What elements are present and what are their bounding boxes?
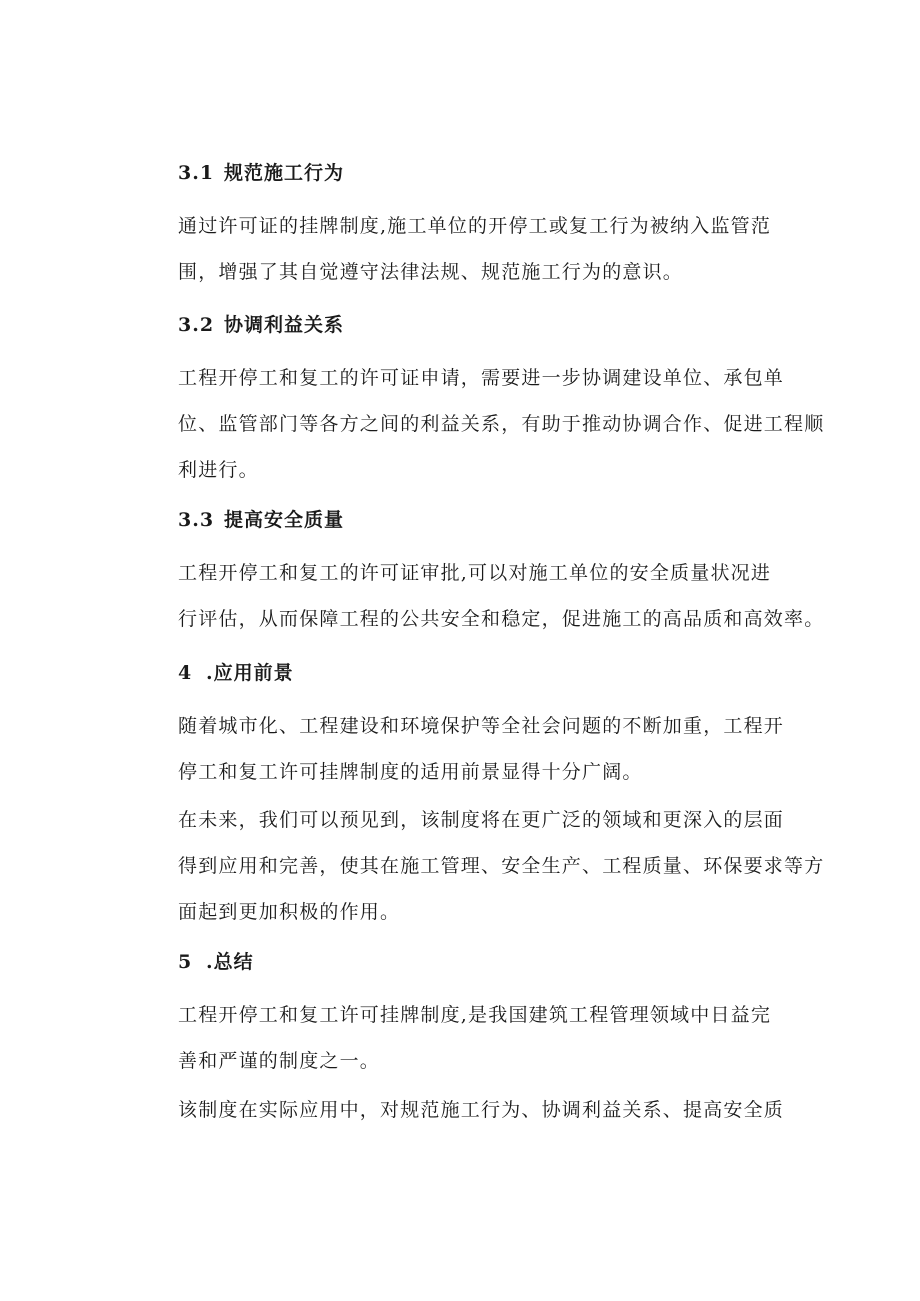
paragraph	[178, 1087, 785, 1133]
paragraph-line: 善和严谨的制度之一。	[178, 1050, 381, 1072]
paragraph	[178, 797, 825, 935]
section-number: 4	[178, 662, 193, 684]
paragraph	[178, 203, 778, 295]
paragraph-line: 工程开停工和复工许可挂牌制度,是我国建筑工程管理领域中日益完	[178, 1004, 772, 1026]
paragraph-line: 停工和复工许可挂牌制度的适用前景显得十分广阔。	[178, 761, 643, 783]
section-title: 提高安全质量	[224, 509, 345, 531]
section-heading-3-1	[178, 158, 344, 188]
paragraph-line: 随着城市化、工程建设和环境保护等全社会问题的不断加重，工程开	[178, 715, 785, 737]
paragraph-line: 工程开停工和复工的许可证审批,可以对施工单位的安全质量状况进	[178, 562, 772, 584]
paragraph	[178, 703, 785, 795]
paragraph	[178, 550, 825, 642]
section-title: .总结	[206, 951, 254, 973]
section-heading-5	[178, 947, 254, 977]
paragraph-line: 行评估，从而保障工程的公共安全和稳定，促进施工的高品质和高效率。	[178, 608, 825, 630]
section-heading-3-3	[178, 505, 344, 535]
section-heading-3-2	[178, 310, 344, 340]
paragraph-line: 面起到更加积极的作用。	[178, 901, 401, 923]
section-number: 3.3	[178, 509, 215, 531]
paragraph	[178, 992, 778, 1084]
paragraph-line: 该制度在实际应用中，对规范施工行为、协调利益关系、提高安全质	[178, 1099, 785, 1121]
section-title: .应用前景	[206, 662, 294, 684]
section-number: 5	[178, 951, 193, 973]
section-title: 协调利益关系	[224, 314, 345, 336]
paragraph-line: 工程开停工和复工的许可证申请，需要进一步协调建设单位、承包单	[178, 367, 785, 389]
section-heading-4	[178, 658, 294, 688]
section-title: 规范施工行为	[224, 162, 345, 184]
paragraph-line: 得到应用和完善，使其在施工管理、安全生产、工程质量、环保要求等方	[178, 855, 825, 877]
paragraph-line: 围，增强了其自觉遵守法律法规、规范施工行为的意识。	[178, 261, 684, 283]
section-number: 3.2	[178, 314, 215, 336]
paragraph-line: 位、监管部门等各方之间的利益关系，有助于推动协调合作、促进工程顺	[178, 413, 825, 435]
paragraph-line: 在未来，我们可以预见到，该制度将在更广泛的领域和更深入的层面	[178, 809, 785, 831]
paragraph	[178, 355, 825, 493]
paragraph-line: 利进行。	[178, 459, 259, 481]
paragraph-line: 通过许可证的挂牌制度,施工单位的开停工或复工行为被纳入监管范	[178, 215, 772, 237]
section-number: 3.1	[178, 162, 215, 184]
